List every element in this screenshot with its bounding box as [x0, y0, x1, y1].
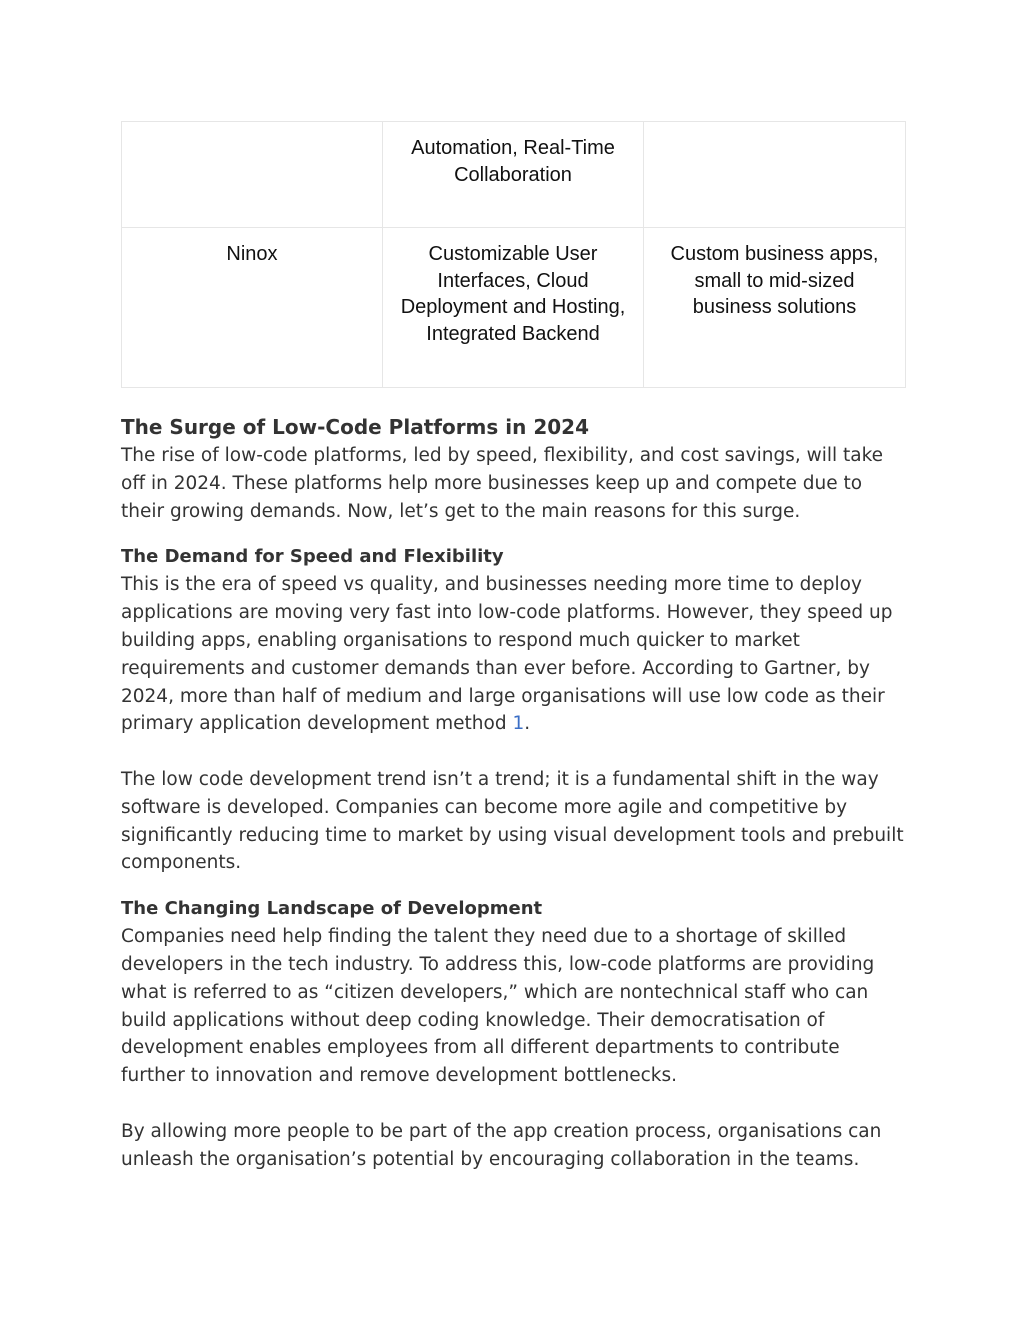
speed-paragraph-1	[121, 571, 904, 738]
landscape-heading: The Changing Landscape of Development	[121, 898, 543, 920]
speed-heading: The Demand for Speed and Flexibility	[121, 546, 504, 568]
reference-link[interactable]: 1	[512, 713, 525, 735]
speed-paragraph-2: The low code development trend isn’t a trend; it is a fundamental shift in the way software is developed. Companies can become more agile and competitive by significantly reducing time to market by using visual development tools and prebuilt components.	[121, 768, 904, 874]
table-cell-use-cases	[644, 122, 906, 228]
intro-paragraph: The rise of low-code platforms, led by speed, flexibility, and cost savings, will take off in 2024. These platforms help more businesses keep up and compete due to their growing demands. Now, let’s get to the main reasons for this surge.	[121, 445, 884, 522]
platform-comparison-table	[121, 121, 906, 388]
table-row	[122, 122, 906, 228]
document-page	[121, 121, 904, 1173]
table-cell-features: Customizable User Interfaces, Cloud Deployment and Hosting, Integrated Backend	[383, 228, 644, 388]
speed-paragraph-1-text: This is the era of speed vs quality, and businesses needing more time to deploy applications are moving very fast into low-code platforms. However, they speed up building apps, enabling organisations to respond much quicker to market requirements and customer demands than ever before. According to Gartner, by 2024, more than half of medium and large organisations will use low code as their primary application development method	[121, 574, 893, 735]
low-code-surge-section	[121, 412, 904, 1173]
table-cell-platform	[122, 122, 383, 228]
speed-paragraph-1-end: .	[524, 713, 531, 735]
table-row	[122, 228, 906, 388]
landscape-paragraph-1: Companies need help finding the talent they need due to a shortage of skilled developers in the tech industry. To address this, low-code platforms are providing what is referred to as “citizen developers,” which are nontechnical staff who can build applications without deep coding knowledge. Their democratisation of development enables employees from all different departments to contribute further to innovation and remove development bottlenecks.	[121, 926, 875, 1087]
table-cell-features: Automation, Real-Time Collaboration	[383, 122, 644, 228]
landscape-paragraph-2: By allowing more people to be part of the app creation process, organisations can unleash the organisation’s potential by encouraging collaboration in the teams.	[121, 1120, 882, 1170]
table-cell-use-cases: Custom business apps, small to mid-sized business solutions	[644, 228, 906, 388]
section-title: The Surge of Low-Code Platforms in 2024	[121, 415, 589, 439]
table-cell-platform: Ninox	[122, 228, 383, 388]
